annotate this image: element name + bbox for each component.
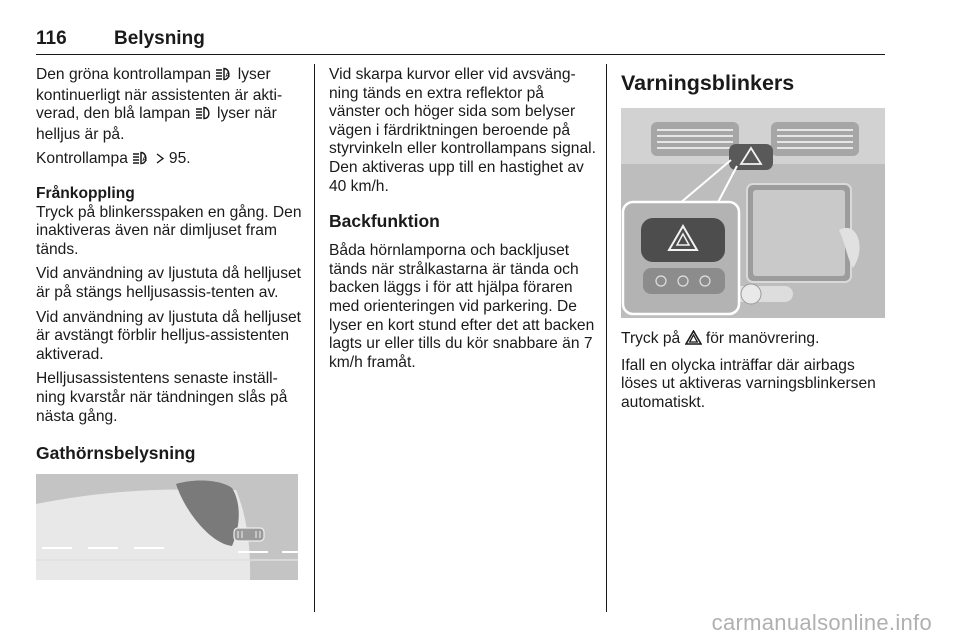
paragraph: Helljusassistentens senaste inställ-ning kvarstår när tändningen slås på nästa gång. xyxy=(36,370,288,425)
section-heading: Backfunktion xyxy=(329,211,440,232)
column-divider xyxy=(606,64,607,612)
paragraph: Den gröna kontrollampan A lyser kontinuerligt när assistenten är akti-verad, den blå lampan lyser när helljus är på. xyxy=(36,66,283,143)
column-middle xyxy=(329,66,597,378)
page-reference[interactable]: 95. xyxy=(168,150,191,168)
svg-text:A: A xyxy=(225,72,231,79)
high-beam-assist-icon xyxy=(132,151,150,171)
paragraph: Tryck på blinkersspaken en gång. Den inaktiveras även när dimljuset fram tänds. xyxy=(36,203,302,258)
paragraph: Vid användning av ljustuta då helljuset är på stängs helljusassis-tenten av. xyxy=(36,265,301,301)
section-heading: Varningsblinkers xyxy=(621,71,795,95)
high-beam-icon xyxy=(195,106,213,126)
hazard-button-illustration xyxy=(621,108,885,318)
paragraph: Tryck på för manövrering. xyxy=(621,330,889,351)
column-right xyxy=(621,66,889,418)
section-heading: Gathörnsbelysning xyxy=(36,443,196,464)
high-beam-assist-icon xyxy=(215,67,233,87)
page-title: Belysning xyxy=(114,28,205,49)
svg-text:A: A xyxy=(142,156,148,164)
paragraph: Ifall en olycka inträffar där airbags löses ut aktiveras varningsblinkersen automatiskt. xyxy=(621,356,876,411)
paragraph: Båda hörnlamporna och backljuset tänds när strålkastarna är tända och backen läggs i för att hjälpa föraren med orienteringen vid parkering. De lyser en kort stund efter det att backen lagts ur eller tills du kör snabbare än 7 km/h framåt. xyxy=(329,242,595,371)
cornering-light-illustration xyxy=(36,474,298,580)
watermark: carmanualsonline.info xyxy=(711,610,932,635)
column-divider xyxy=(314,64,315,612)
subheading: Frånkoppling xyxy=(36,184,135,202)
column-left xyxy=(36,66,304,580)
page-reference-icon xyxy=(155,152,165,171)
paragraph: Kontrollampa A 95. xyxy=(36,150,304,171)
page-number: 116 xyxy=(36,28,67,49)
hazard-warning-icon xyxy=(685,330,702,351)
paragraph: Vid skarpa kurvor eller vid avsväng-ning tänds en extra reflektor på vänster och höger sida som belyser vägen i färdriktningen beroende på styrvinkeln eller kontrollampans signal. Den aktiveras upp till en hastighet av 40 km/h. xyxy=(329,66,596,195)
page-header xyxy=(36,28,885,55)
paragraph: Vid användning av ljustuta då helljuset är avstängt förblir helljus-assistenten aktiverad. xyxy=(36,308,301,363)
